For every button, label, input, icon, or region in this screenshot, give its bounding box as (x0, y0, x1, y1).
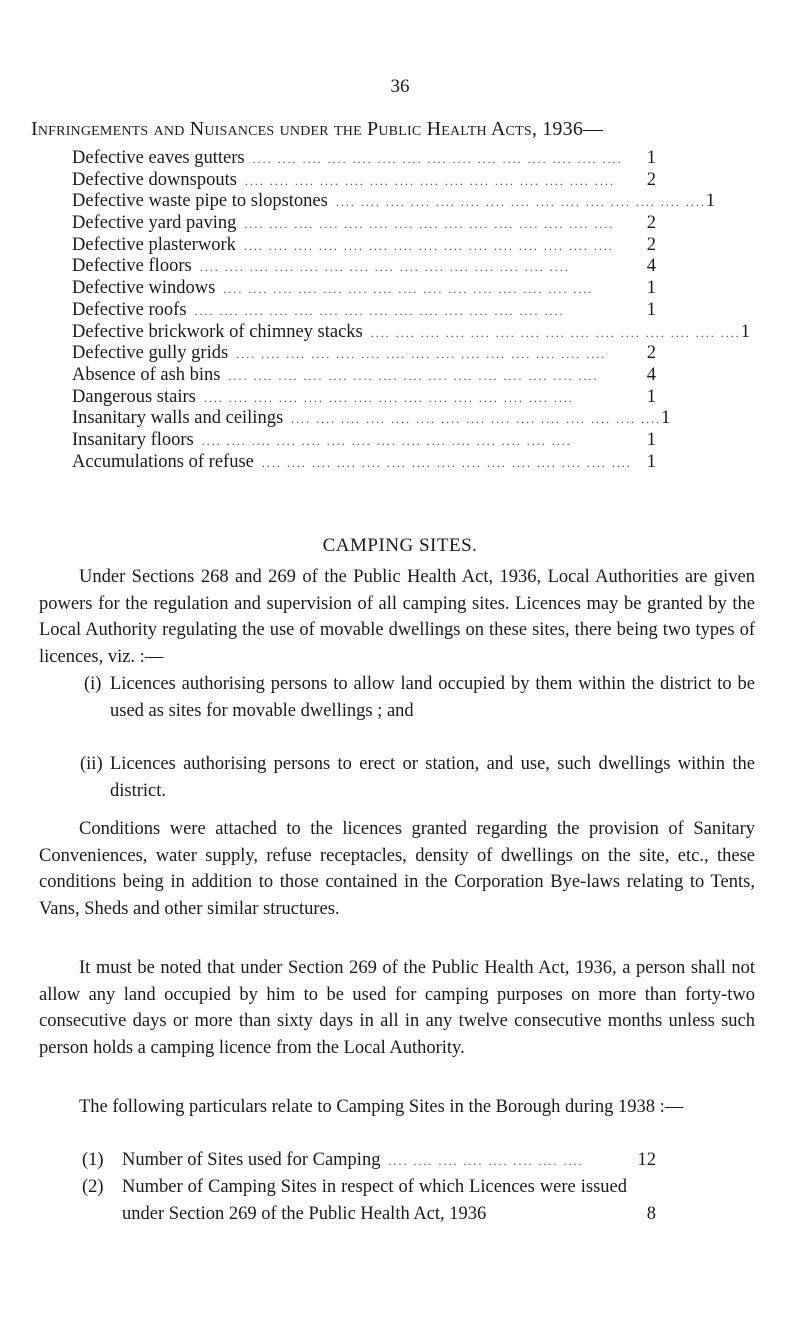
leader-dots: .... .... .... .... .... .... .... .... .... .... .... .... .... .... .... (261, 455, 632, 470)
leader-dots: .... .... .... .... .... .... .... .... .... .... .... .... .... .... .... (236, 347, 607, 362)
paragraph-conditions: Conditions were attached to the licences granted regarding the provision of Sanitary Conveniences, water supply, refuse receptacles, density of dwellings on the site, etc., these conditions being in addition to those contained in the Corporation Bye-laws relating to Tents, Vans, Sheds and other similar structures. (39, 819, 755, 919)
leader-dots: .... .... .... .... .... .... .... .... .... .... .... .... .... .... .... (194, 303, 565, 318)
list-item (72, 452, 656, 474)
licence-type-number: (i) (84, 674, 102, 694)
item-value: 1 (646, 299, 656, 320)
item-label: Defective eaves gutters (72, 148, 245, 168)
list-item (72, 321, 751, 344)
item-value: 2 (646, 213, 656, 234)
list-item (72, 191, 716, 213)
list-item (72, 387, 656, 409)
leader-dots: .... .... .... .... .... .... .... .... .... .... .... .... .... .... .... (335, 195, 706, 210)
licence-type-item (84, 671, 755, 724)
leader-dots: .... .... .... .... .... .... .... .... .... .... .... .... .... .... .... (291, 412, 662, 427)
list-item (72, 430, 656, 452)
particular-number: (1) (82, 1150, 104, 1170)
leader-dots: .... .... .... .... .... .... .... .... .... .... .... .... .... .... .... (199, 260, 570, 275)
leader-dots: .... .... .... .... .... .... .... .... .... .... .... .... .... .... .... (243, 238, 614, 253)
item-label: Defective brickwork of chimney stacks (72, 321, 363, 342)
list-item (72, 343, 656, 365)
leader-dots: .... .... .... .... .... .... .... .... .... .... .... .... .... .... .... (370, 325, 741, 340)
list-item (72, 170, 656, 192)
item-value: 1 (646, 278, 656, 299)
particular-number: (2) (82, 1177, 104, 1197)
licence-type-number: (ii) (80, 754, 103, 774)
licence-type-item (80, 751, 755, 804)
list-item (72, 235, 656, 257)
item-value: 1 (646, 451, 656, 472)
paragraph-section-269: It must be noted that under Section 269 of the Public Health Act, 1936, a person shall not allow any land occupied by him to be used for camping purposes on more than forty-two consecutive days or more than sixty days in all in any twelve consecutive months unless such person holds a camping licence from the Local Authority. (39, 958, 755, 1058)
item-value: 1 (705, 191, 716, 212)
item-label: Defective downspouts (72, 169, 237, 190)
list-item (72, 408, 671, 430)
licence-type-text: Licences authorising persons to erect or station, and use, such dwellings within the district. (110, 754, 755, 801)
heading-year: 1936— (542, 118, 604, 140)
item-label: Defective plasterwork (72, 234, 236, 255)
item-value: 4 (646, 364, 656, 385)
item-label: Defective floors (72, 256, 192, 277)
item-label: Defective gully grids (72, 343, 229, 364)
list-item (72, 148, 656, 170)
particular-item (82, 1174, 656, 1227)
leader-dots: .... .... .... .... .... .... .... .... (388, 1154, 584, 1168)
licence-type-text: Licences authorising persons to allow land occupied by them within the district to be used as sites for movable dwellings ; and (110, 674, 755, 721)
heading-text: Infringements and Nuisances under the Public Health Acts, (31, 118, 538, 140)
page-heading (31, 118, 791, 141)
paragraph-particulars: The following particulars relate to Camping Sites in the Borough during 1938 :— (79, 1097, 684, 1117)
leader-dots: .... .... .... .... .... .... .... .... .... .... .... .... .... .... .... (244, 173, 615, 188)
item-label: Insanitary floors (72, 429, 194, 450)
leader-dots: .... .... .... .... .... .... .... .... .... .... .... .... .... .... .... (201, 433, 572, 448)
item-label: Defective yard paving (72, 213, 237, 234)
particular-label: Number of Sites used for Camping (122, 1150, 381, 1170)
item-value: 1 (646, 386, 656, 407)
item-value: 4 (646, 256, 656, 277)
leader-dots: .... .... .... .... .... .... .... .... .... .... .... .... .... .... .... (244, 217, 615, 232)
paragraph-powers: Under Sections 268 and 269 of the Public Health Act, 1936, Local Authorities are given powers for the regulation and supervision of all camping sites. Licences may be granted by the Local Authority regulating the use of movable dwellings on these sites, there being two types of licences, viz. :— (39, 567, 755, 667)
item-label: Dangerous stairs (72, 386, 196, 407)
item-value: 2 (646, 169, 656, 190)
list-item (72, 300, 656, 322)
item-value: 2 (646, 343, 656, 364)
list-item (72, 256, 656, 278)
list-item (72, 213, 656, 235)
item-value: 1 (661, 408, 671, 429)
leader-dots: .... .... .... .... .... .... .... .... .... .... .... .... .... .... .... (228, 368, 599, 383)
item-value: 1 (740, 321, 751, 342)
list-item (72, 278, 656, 300)
nuisance-list (72, 148, 751, 473)
particular-value: 12 (637, 1150, 656, 1170)
item-label: Accumulations of refuse (72, 451, 254, 472)
page-number: 36 (390, 76, 410, 97)
item-value: 1 (646, 148, 656, 168)
item-label: Absence of ash bins (72, 364, 221, 385)
item-label: Defective roofs (72, 299, 187, 320)
list-item (72, 365, 656, 387)
leader-dots: .... .... .... .... .... .... .... .... .... .... .... .... .... .... .... (252, 152, 623, 166)
section-title: CAMPING SITES. (322, 535, 478, 556)
leader-dots: .... .... .... .... .... .... .... .... .... .... .... .... .... .... .... (223, 282, 594, 297)
leader-dots: .... .... .... .... .... .... .... .... .... .... .... .... .... .... .... (203, 390, 574, 405)
item-value: 2 (646, 234, 656, 255)
item-value: 1 (646, 429, 656, 450)
item-label: Defective windows (72, 278, 216, 299)
item-label: Defective waste pipe to slopstones (72, 191, 328, 212)
particular-label: Number of Camping Sites in respect of which Licences were issued under Section 269 of the Public Health Act, 1936 (122, 1177, 627, 1224)
particular-item (82, 1147, 656, 1175)
particular-value: 8 (646, 1203, 656, 1224)
item-label: Insanitary walls and ceilings (72, 408, 284, 429)
